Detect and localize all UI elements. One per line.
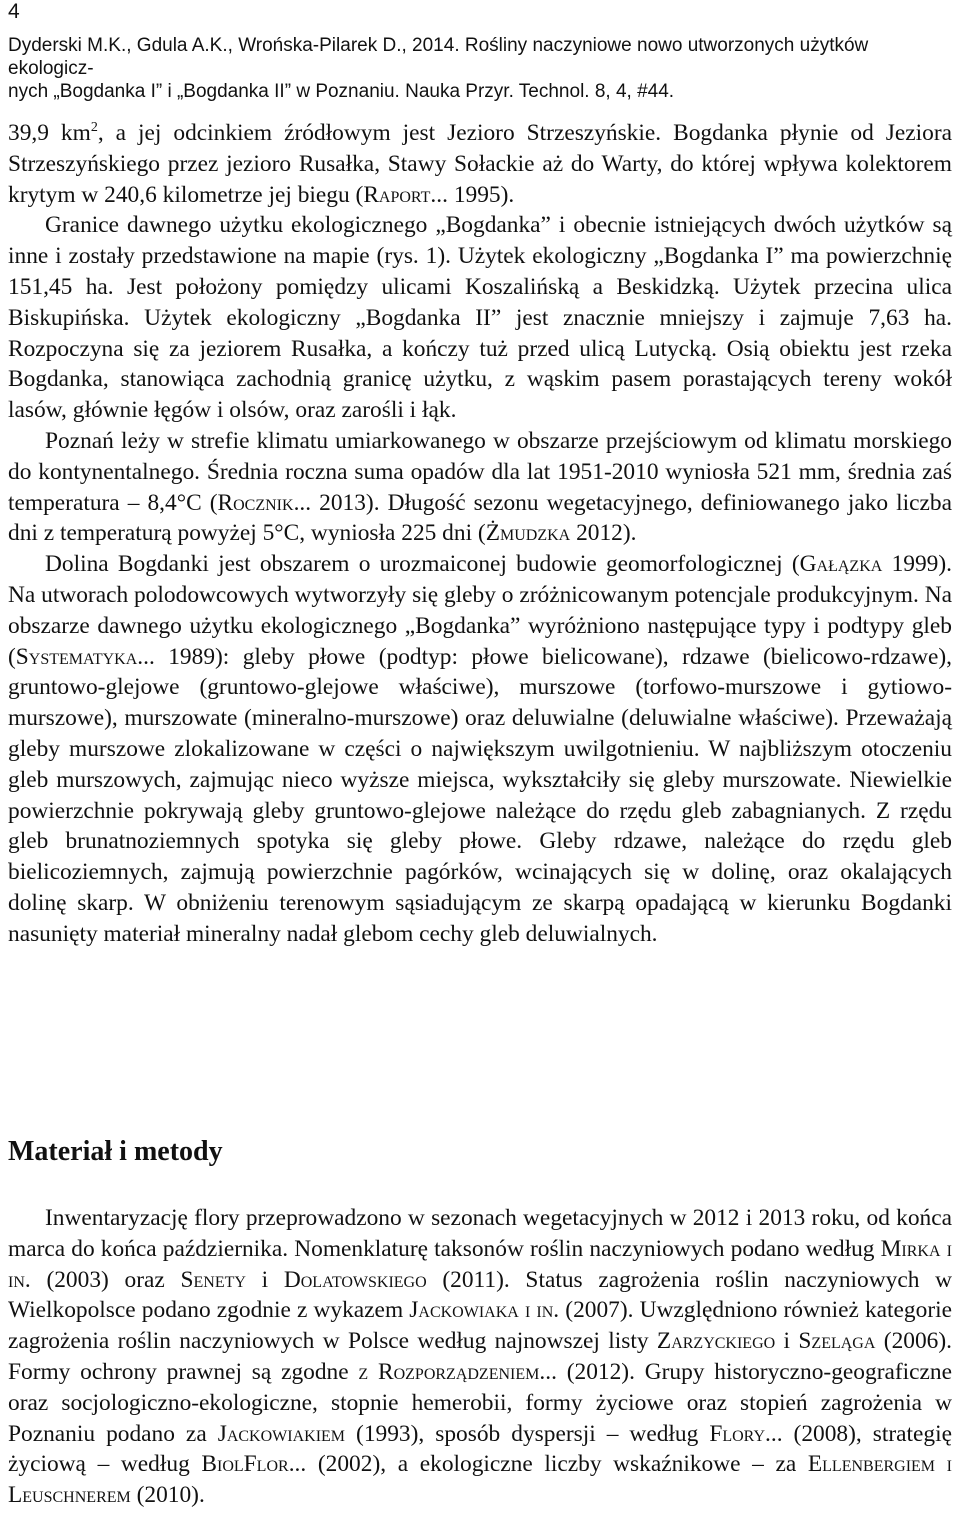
paragraph-4 — [8, 549, 952, 949]
p5-text: (2003) oraz — [30, 1266, 181, 1293]
p5-text: i — [245, 1266, 284, 1293]
citation-name: Jackowiaka i in. — [409, 1297, 560, 1324]
page-number: 4 — [8, 0, 20, 23]
p3-text-e: 2012). — [570, 520, 637, 547]
p3-text-c: ... 2013). Długość sezonu wegetacyjnego, definiowanego jako liczba dni z temperaturą powyżej 5°C, wyniosła 225 dni ( — [8, 489, 952, 547]
body-text-upper — [8, 118, 952, 950]
citation-name: Raport — [363, 181, 431, 208]
running-header — [8, 34, 952, 103]
p1-text-d: ... 1995). — [430, 181, 515, 208]
p5-text: ... (2012). Grupy historyczno-geograficzne oraz socjologiczno-ekologiczne, stopnie hemerobii, formy życiowe oraz stopień zagrożenia w Poznaniu podano za — [8, 1358, 952, 1447]
p4-text-a: Dolina Bogdanki jest obszarem o urozmaiconej budowie geomorfologicznej ( — [45, 551, 800, 578]
header-line-2: nych „Bogdanka I” i „Bogdanka II” w Poznaniu. Nauka Przyr. Technol. 8, 4, #44. — [8, 81, 675, 102]
p5-text: i — [775, 1328, 799, 1355]
citation-name: Systematyka — [15, 643, 138, 670]
p4-text-c: 1999). Na utworach polodowcowych wytworzyły się gleby o zróżnicowanym potencjale produkcyjnym. Na obszarze dawnego użytku ekologicznego „Bogdanka” wyróżniono następujące typy i podtypy gleb ( — [8, 551, 952, 670]
citation-name: Rocznik — [217, 489, 294, 516]
p5-text: Inwentaryzację flory przeprowadzono w sezonach wegetacyjnych w 2012 i 2013 roku, od końca marca do końca października. Nomenklaturę taksonów roślin naczyniowych podano według — [8, 1205, 952, 1262]
body-text-lower — [8, 1203, 952, 1511]
p1-text-a: 39,9 km — [8, 120, 91, 146]
citation-name: Jackowiakiem — [217, 1420, 346, 1447]
p5-text: ... (2002), a ekologiczne liczby wskaźnikowe – za — [288, 1451, 808, 1478]
citation-name: Ellenbergiem i Leuschnerem — [8, 1451, 952, 1509]
p5-text: (1993), sposób dyspersji – według — [345, 1420, 710, 1447]
header-line-1: Dyderski M.K., Gdula A.K., Wrońska-Pilarek D., 2014. Rośliny naczyniowe nowo utworzonych użytków ekologicz- — [8, 35, 869, 79]
citation-name: Zarzyckiego — [656, 1328, 776, 1355]
section-heading: Materiał i metody — [8, 1136, 223, 1167]
p4-text-e: ... 1989): gleby płowe (podtyp: płowe bielicowane), rdzawe (bielicowo-rdzawe), gruntowo-glejowe (gruntowo-glejowe właściwe), murszowe (torfowo-murszowe i gytiowo-murszowe), murszowate (mineralno-murszowe) oraz deluwialne (deluwialne właściwe). Przeważają gleby murszowe zlokalizowane w części o największym uwilgotnieniu. W najbliższym otoczeniu gleb murszowych, zajmując nieco wyższe miejsca, wykształciły się gleby murszowate. Niewielkie powierzchnie pokrywają gleby gruntowo-glejowe należące do rzędu gleb zabagnianych. Z rzędu gleb brunatnoziemnych spotyka się gleby płowe. Gleby rdzawe, należące do rzędu gleb bielicoziemnych, zajmują powierzchnie pagórków, wcinających się w dolinę, oraz okalających dolinę skarp. W obniżeniu terenowym sąsiadującym ze skarpą opadającą w kierunku Bogdanki nasunięty materiał mineralny nadał glebom cechy gleb deluwialnych. — [8, 643, 952, 947]
paragraph-2: Granice dawnego użytku ekologicznego „Bogdanka” i obecnie istniejących dwóch użytków są inne i zostały przedstawione na mapie (rys. 1). Użytek ekologiczny „Bogdanka I” ma powierzchnię 151,45 ha. Jest położony pomiędzy ulicami Koszalińską a Beskidzką. Użytek przecina ulica Biskupińska. Użytek ekologiczny „Bogdanka II” jest znacznie mniejszy i zajmuje 7,63 ha. Rozpoczyna się za jeziorem Rusałka, a kończy tuż przed ulicą Lutycką. Osią obiektu jest rzeka Bogdanka, stanowiąca zachodnią granicę użytku, z wąskim pasem porastających tereny wokół lasów, głównie łęgów i olsów, oraz zarośli i łąk. — [8, 212, 952, 424]
paragraph-1 — [8, 118, 952, 210]
p5-text: ... (2008), strategię życiową – według — [8, 1420, 953, 1478]
citation-name: Gałązka — [799, 551, 883, 578]
p5-text: (2010). — [130, 1482, 205, 1509]
citation-name: Żmudzka — [485, 520, 571, 547]
superscript: 2 — [90, 120, 98, 135]
citation-name: Mirka i in. — [8, 1235, 952, 1293]
citation-name: Szeląga — [798, 1328, 876, 1355]
p5-text: (2011). Status zagrożenia roślin naczyniowych w Wielkopolsce podano zgodnie z wykazem — [8, 1266, 953, 1324]
citation-name: Flory — [709, 1420, 765, 1447]
citation-name: BiolFlor — [201, 1451, 289, 1478]
p5-text: (2006). Formy ochrony prawnej są zgodne — [8, 1328, 952, 1385]
p1-text-b: , a jej odcinkiem źródłowym jest Jezioro Strzeszyńskie. Bogdanka płynie od Jeziora Strzeszyńskiego przez jezioro Rusałka, Stawy Sołackie aż do Warty, do której wpływa kolektorem krytym w 240,6 kilometrze jej biegu ( — [8, 120, 952, 208]
paragraph-3 — [8, 426, 952, 549]
citation-name: Dolatowskiego — [283, 1266, 427, 1293]
p5-text: (2007). Uwzględniono również kategorie zagrożenia roślin naczyniowych w Polsce według najnowszej listy — [8, 1297, 952, 1355]
paragraph-5 — [8, 1203, 952, 1511]
citation-name: z Rozporządzeniem — [358, 1358, 540, 1385]
citation-name: Senety — [180, 1266, 246, 1293]
p3-text-a: Poznań leży w strefie klimatu umiarkowanego w obszarze przejściowym od klimatu morskiego do kontynentalnego. Średnia roczna suma opadów dla lat 1951-2010 wyniosła 521 mm, średnia zaś temperatura – 8,4°C ( — [8, 427, 952, 516]
